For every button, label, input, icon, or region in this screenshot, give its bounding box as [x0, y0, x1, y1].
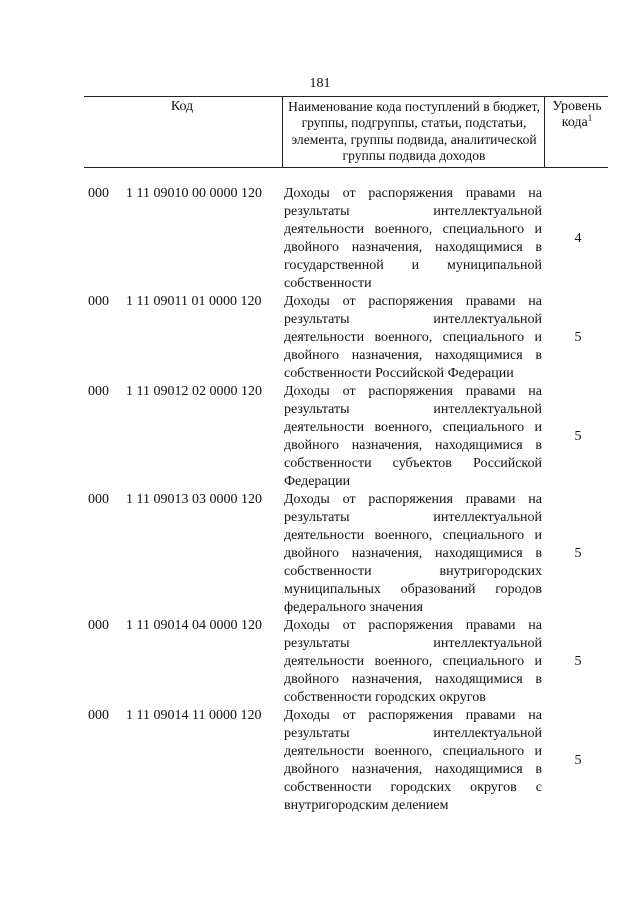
admin-code: 000	[88, 294, 109, 309]
header-code: Код	[170, 99, 194, 114]
table-row	[0, 617, 640, 707]
income-name: Доходы от распоряжения правами на результаты интеллектуальной деятельности военного, специального и двойного назначения, находящимися в собственности городских округов	[284, 618, 542, 705]
table-row	[0, 383, 640, 491]
code-level: 5	[574, 753, 582, 768]
income-name: Доходы от распоряжения правами на результаты интеллектуальной деятельности военного, специального и двойного назначения, находящимися в собственности Российской Федерации	[284, 294, 542, 381]
income-code: 1 11 09011 01 0000 120	[126, 294, 262, 309]
code-level: 5	[574, 654, 582, 669]
table-row	[0, 707, 640, 815]
income-code: 1 11 09014 04 0000 120	[126, 618, 262, 633]
header-level-text: Уровень кода	[552, 99, 602, 131]
code-level: 5	[574, 330, 582, 345]
income-name: Доходы от распоряжения правами на результаты интеллектуальной деятельности военного, специального и двойного назначения, находящимися в собственности субъектов Российской Федерации	[284, 384, 542, 489]
income-name: Доходы от распоряжения правами на результаты интеллектуальной деятельности военного, специального и двойного назначения, находящимися в собственности внутригородских муниципальных образований городов федерального значения	[284, 492, 542, 615]
admin-code: 000	[88, 186, 109, 201]
income-name: Доходы от распоряжения правами на результаты интеллектуальной деятельности военного, специального и двойного назначения, находящимися в государственной и муниципальной собственности	[284, 186, 542, 291]
header-level-footnote: 1	[587, 113, 593, 124]
header-level	[546, 99, 608, 132]
table-row	[0, 293, 640, 383]
code-level: 5	[574, 546, 582, 561]
header-name: Наименование кода поступлений в бюджет, группы, подгруппы, статьи, подстатьи, элемента, группы подвида, аналитической группы подвида доходов	[288, 99, 540, 164]
table-row	[0, 491, 640, 617]
admin-code: 000	[88, 618, 109, 633]
admin-code: 000	[88, 492, 109, 507]
column-divider	[544, 97, 545, 167]
income-code: 1 11 09014 11 0000 120	[126, 708, 262, 723]
column-divider	[282, 97, 283, 167]
admin-code: 000	[88, 708, 109, 723]
income-name: Доходы от распоряжения правами на результаты интеллектуальной деятельности военного, специального и двойного назначения, находящимися в собственности городских округов с внутригородским делением	[284, 708, 542, 813]
income-code: 1 11 09010 00 0000 120	[126, 186, 262, 201]
page-number: 181	[309, 76, 331, 91]
code-level: 5	[574, 429, 582, 444]
admin-code: 000	[88, 384, 109, 399]
table-row	[0, 185, 640, 293]
table-header	[84, 96, 608, 168]
income-code: 1 11 09013 03 0000 120	[126, 492, 262, 507]
code-level: 4	[574, 231, 582, 246]
income-code: 1 11 09012 02 0000 120	[126, 384, 262, 399]
table-body	[0, 185, 640, 815]
